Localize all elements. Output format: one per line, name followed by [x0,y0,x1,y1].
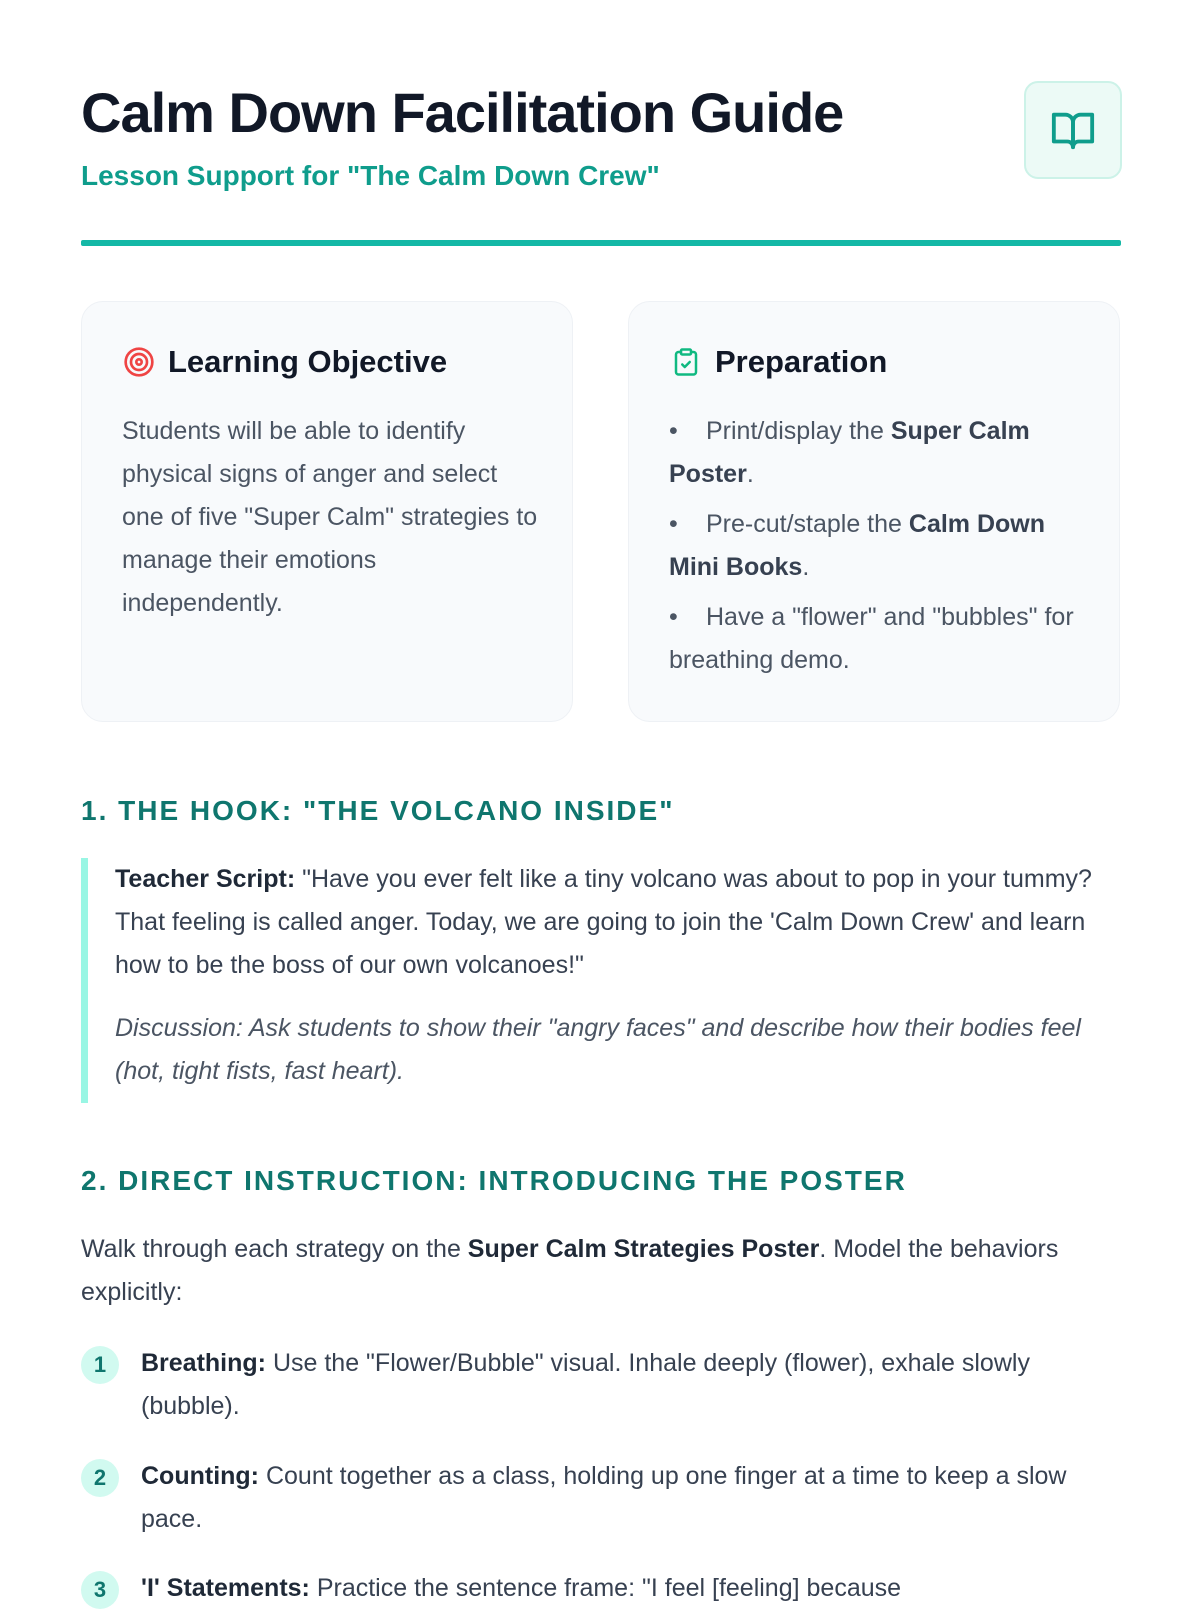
target-icon [122,345,156,379]
list-item: • Print/display the Super Calm Poster. [669,410,1089,496]
step-number-badge: 1 [81,1346,119,1384]
page-subtitle: Lesson Support for "The Calm Down Crew" [81,160,660,191]
preparation-heading: Preparation [715,344,888,379]
list-item: • Pre-cut/staple the Calm Down Mini Books. [669,503,1089,589]
step-number-badge: 3 [81,1571,119,1609]
list-item: • Have a "flower" and "bubbles" for breathing demo. [669,596,1089,682]
discussion-prompt: Discussion: Ask students to show their "angry faces" and describe how their bodies feel (hot, tight fists, fast heart). [115,1014,1081,1085]
strategy-step [81,1342,1121,1428]
bullet-dot-icon: • [669,603,678,631]
learning-objective-text: Students will be able to identify physical signs of anger and select one of five "Super Calm" strategies to manage their emotions independently. [122,417,538,617]
learning-objective-header [122,344,447,380]
bullet-dot-icon: • [669,417,678,445]
preparation-card [628,301,1120,722]
instruction-intro: Walk through each strategy on the Super Calm Strategies Poster. Model the behaviors explicitly: [81,1235,1059,1306]
step-number-badge: 2 [81,1459,119,1497]
bullet-dot-icon: • [669,510,678,538]
instruction-section-heading: 2. DIRECT INSTRUCTION: INTRODUCING THE POSTER [81,1165,907,1196]
learning-objective-card [81,301,573,722]
learning-objective-heading: Learning Objective [168,344,448,379]
hook-section-heading: 1. THE HOOK: "THE VOLCANO INSIDE" [81,795,675,826]
step-text: 'I' Statements: Practice the sentence frame: "I feel [feeling] because [141,1574,902,1602]
page-title: Calm Down Facilitation Guide [81,81,844,144]
step-text: Counting: Count together as a class, holding up one finger at a time to keep a slow pace. [141,1462,1067,1533]
step-text: Breathing: Use the "Flower/Bubble" visual. Inhale deeply (flower), exhale slowly (bubble). [141,1349,1030,1420]
clipboard-check-icon [669,345,703,379]
teacher-script-block [81,858,1121,1103]
strategy-step [81,1455,1121,1541]
teacher-script: Teacher Script: "Have you ever felt like a tiny volcano was about to pop in your tummy? That feeling is called anger. Today, we are going to join the 'Calm Down Crew' and learn how to be the boss of our own volcanoes!" [115,865,1092,979]
header-divider [81,240,1121,246]
open-book-icon [1024,81,1122,179]
preparation-header [669,344,887,380]
preparation-list [669,410,1089,689]
strategy-step [81,1567,1121,1610]
